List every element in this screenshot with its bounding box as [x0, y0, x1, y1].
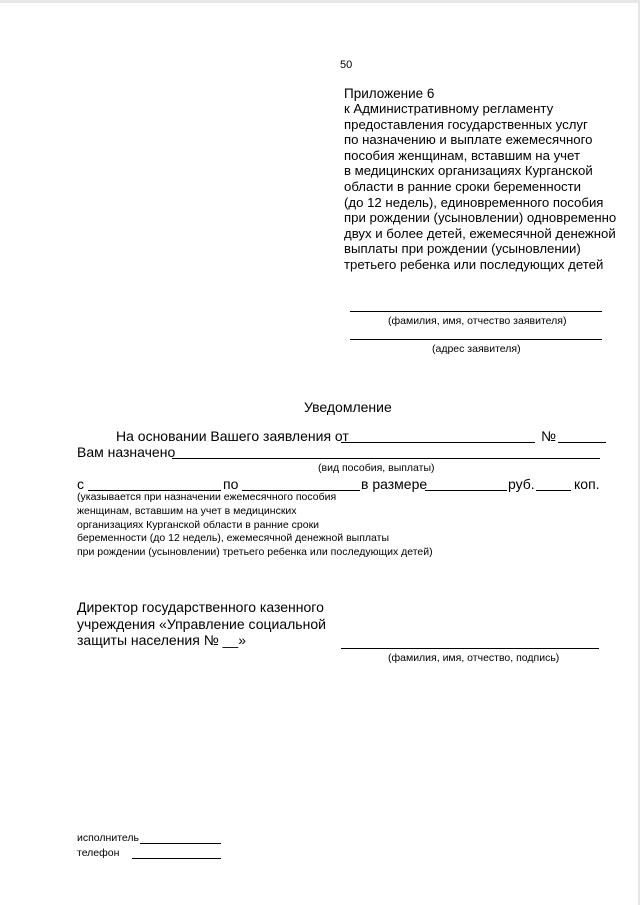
note-line: беременности (до 12 недель), ежемесячной денежной выплаты	[77, 532, 389, 545]
benefit-type-caption: (вид пособия, выплаты)	[318, 462, 435, 474]
note-line: организациях Курганской области в ранние сроки	[77, 518, 320, 531]
note-line: женщинам, вставшим на учет в медицинских	[77, 504, 297, 517]
director-signature-line[interactable]	[341, 648, 599, 649]
director-title	[77, 599, 326, 649]
appendix-line: двух и более детей, ежемесячной денежной	[344, 225, 616, 241]
appendix-subtitle	[344, 101, 616, 273]
appendix-title: Приложение 6	[344, 86, 435, 101]
notice-title: Уведомление	[304, 399, 392, 415]
basis-text: На основании Вашего заявления от	[116, 428, 349, 444]
to-label: по	[223, 476, 239, 492]
application-date-line[interactable]	[341, 442, 535, 443]
amount-rub-line[interactable]	[425, 490, 507, 491]
from-label: с	[77, 476, 84, 492]
applicant-address-line[interactable]	[350, 339, 602, 340]
kop-label: коп.	[574, 476, 600, 492]
director-line: учреждения «Управление социальной	[77, 615, 326, 632]
appendix-line: третьего ребенка или последующих детей	[344, 256, 604, 272]
appendix-line: пособия женщинам, вставшим на учет	[344, 147, 580, 163]
appendix-line: (до 12 недель), единовременного пособия	[344, 194, 604, 210]
appendix-line: в медицинских организациях Курганской	[344, 163, 593, 179]
note-line: при рождении (усыновлении) третьего ребенка или последующих детей)	[77, 546, 433, 559]
applicant-address-caption: (адрес заявителя)	[432, 343, 521, 355]
appendix-line: выплаты при рождении (усыновлении)	[344, 241, 581, 257]
director-line: защиты населения № __»	[77, 632, 246, 648]
note-line: (указывается при назначении ежемесячного пособия	[77, 491, 337, 503]
executor-label: исполнитель	[77, 832, 139, 844]
appendix-line: по назначению и выплате ежемесячного	[344, 132, 593, 148]
applicant-name-caption: (фамилия, имя, отчество заявителя)	[388, 315, 567, 327]
assigned-text: Вам назначено	[77, 444, 176, 460]
applicant-name-line[interactable]	[350, 311, 602, 312]
director-line: Директор государственного казенного	[77, 599, 324, 615]
signature-caption: (фамилия, имя, отчество, подпись)	[388, 652, 560, 664]
amount-kop-line[interactable]	[536, 490, 571, 491]
period-note	[77, 491, 433, 560]
scan-top-edge	[0, 0, 640, 3]
application-number-line[interactable]	[558, 442, 606, 443]
executor-line[interactable]	[140, 843, 221, 844]
benefit-type-line[interactable]	[172, 458, 600, 459]
appendix-line: к Административному регламенту	[344, 101, 554, 116]
phone-line[interactable]	[132, 858, 221, 859]
appendix-line: области в ранние сроки беременности	[344, 178, 582, 194]
appendix-line: предоставления государственных услуг	[344, 116, 588, 132]
page-number: 50	[340, 59, 353, 71]
number-sign: №	[541, 428, 557, 444]
appendix-line: при рождении (усыновлении) одновременно	[344, 210, 617, 226]
amount-label: в размере	[361, 476, 428, 492]
rub-label: руб.	[508, 476, 535, 492]
phone-label: телефон	[77, 847, 120, 859]
